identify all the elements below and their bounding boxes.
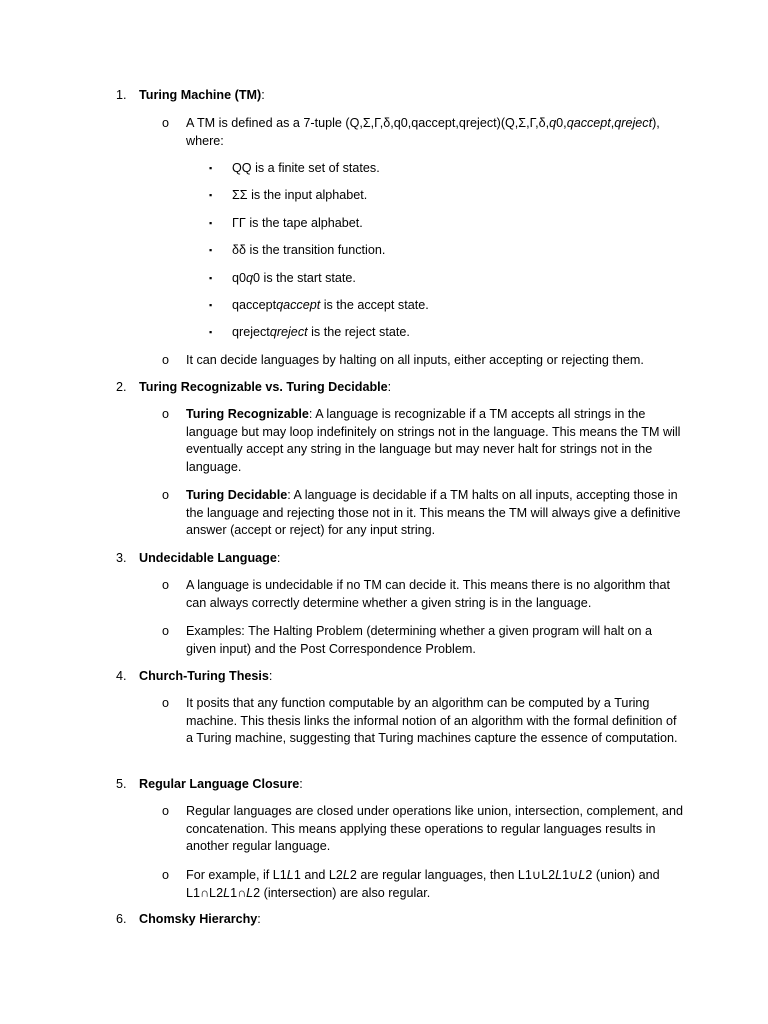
inner-bullet: ▪ bbox=[209, 327, 213, 337]
inner-bullet: ▪ bbox=[209, 163, 213, 173]
heading-title: Turing Recognizable vs. Turing Decidable bbox=[139, 380, 388, 394]
tuple-item: q0q0 is the start state. bbox=[232, 271, 356, 285]
outer-bullet: o bbox=[162, 624, 170, 638]
item-number: 1. bbox=[116, 88, 127, 102]
tm-definition: A TM is defined as a 7-tuple (Q,Σ,Γ,δ,q0,qaccept,qreject)(Q,Σ,Γ,δ,q0,qaccept,qreject), where: bbox=[186, 116, 660, 148]
heading-title: Undecidable Language bbox=[139, 551, 277, 565]
outer-bullet: o bbox=[162, 578, 170, 592]
inner-bullet: ▪ bbox=[209, 245, 213, 255]
tuple-item: ΣΣ is the input alphabet. bbox=[232, 188, 368, 202]
item-number: 4. bbox=[116, 669, 127, 683]
inner-bullet: ▪ bbox=[209, 273, 213, 283]
item-number: 3. bbox=[116, 551, 127, 565]
heading-colon: : bbox=[261, 88, 265, 102]
section-heading: Undecidable Language: bbox=[139, 551, 281, 565]
bullet-text: A language is undecidable if no TM can decide it. This means there is no algorithm that can always correctly determine whether a given string is in the language. bbox=[186, 578, 670, 610]
outer-bullet: o bbox=[162, 868, 170, 882]
outer-bullet: o bbox=[162, 488, 170, 502]
outer-bullet: o bbox=[162, 353, 170, 367]
bullet-text: Regular languages are closed under operations like union, intersection, complement, and concatenation. This means applying these operations to regular languages results in another regular language. bbox=[186, 804, 684, 854]
heading-title: Regular Language Closure bbox=[139, 777, 300, 791]
section-heading: Chomsky Hierarchy: bbox=[139, 912, 261, 926]
item-number: 2. bbox=[116, 380, 127, 394]
heading-title: Chomsky Hierarchy bbox=[139, 912, 258, 926]
inner-bullet: ▪ bbox=[209, 300, 213, 310]
item-number: 6. bbox=[116, 912, 127, 926]
inner-bullet: ▪ bbox=[209, 218, 213, 228]
tuple-item: ΓΓ is the tape alphabet. bbox=[232, 216, 363, 230]
tuple-item: QQ is a finite set of states. bbox=[232, 161, 380, 175]
tuple-item: δδ is the transition function. bbox=[232, 243, 386, 257]
bullet-text: Turing Decidable: A language is decidable if a TM halts on all inputs, accepting those in the language and rejecting those not in it. This means the TM will always give a definitive answer (accept or reject) for any input string. bbox=[186, 488, 681, 538]
section-heading bbox=[139, 87, 739, 105]
item-number: 5. bbox=[116, 777, 127, 791]
section-heading: Church-Turing Thesis: bbox=[139, 669, 273, 683]
tuple-item: qrejectqreject is the reject state. bbox=[232, 325, 410, 339]
bullet-text: It can decide languages by halting on all inputs, either accepting or rejecting them. bbox=[186, 353, 644, 367]
tuple-item: qacceptqaccept is the accept state. bbox=[232, 298, 429, 312]
heading-title: Church-Turing Thesis bbox=[139, 669, 269, 683]
bullet-text: Examples: The Halting Problem (determining whether a given program will halt on a given input) and the Post Correspondence Problem. bbox=[186, 624, 652, 656]
inner-bullet: ▪ bbox=[209, 190, 213, 200]
outer-bullet: o bbox=[162, 804, 170, 818]
outer-bullet: o bbox=[162, 696, 170, 710]
closure-example: For example, if L1L1 and L2L2 are regular languages, then L1∪L2L1∪L2 (union) and L1∩L2L1∩L2 (intersection) are also regular. bbox=[186, 868, 660, 900]
outer-bullet: o bbox=[162, 407, 170, 421]
heading-title: Turing Machine (TM) bbox=[139, 88, 262, 102]
outer-bullet: o bbox=[162, 116, 170, 130]
bullet-text: Turing Recognizable: A language is recognizable if a TM accepts all strings in the language but may loop indefinitely on strings not in the language. This means the TM will eventually accept any string in the language but may never halt for strings not in the language. bbox=[186, 407, 681, 474]
section-heading: Regular Language Closure: bbox=[139, 777, 303, 791]
section-heading: Turing Recognizable vs. Turing Decidable: bbox=[139, 380, 392, 394]
bullet-text: It posits that any function computable by an algorithm can be computed by a Turing machine. This thesis links the informal notion of an algorithm with the formal definition of a Turing machine, suggesting that Turing machines capture the essence of computation. bbox=[186, 696, 678, 746]
